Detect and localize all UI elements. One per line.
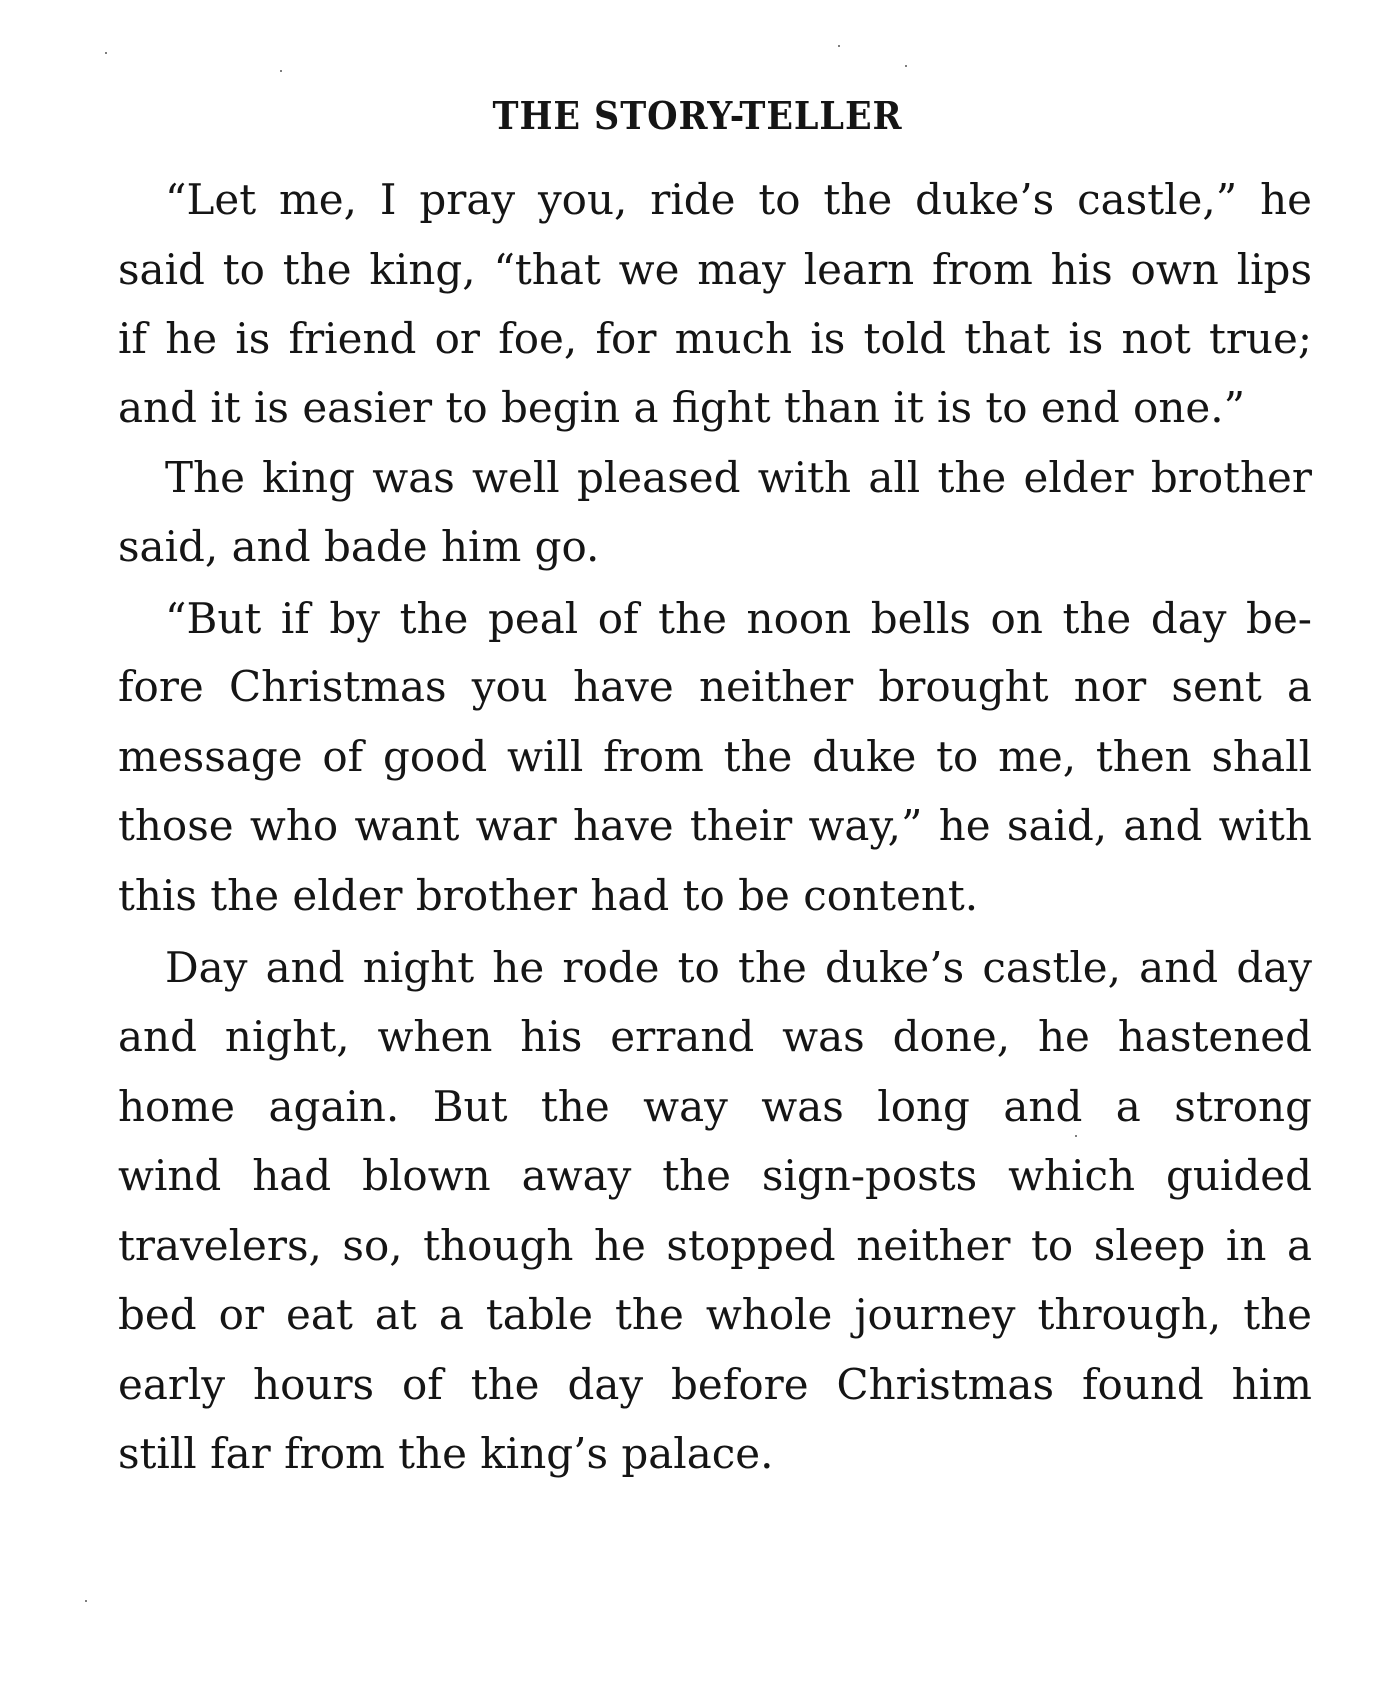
- text-line: if he is friend or foe, for much is told that is not true;: [118, 314, 1312, 363]
- text-line: bed or eat at a table the whole journey through, the: [118, 1290, 1312, 1339]
- text-line: “But if by the peal of the noon bells on the day be-: [165, 594, 1312, 643]
- text-line: The king was well pleased with all the elder brother: [165, 453, 1312, 502]
- text-line: this the elder brother had to be content.: [118, 871, 979, 920]
- text-line: and night, when his errand was done, he hastened: [118, 1012, 1312, 1061]
- text-line: still far from the king’s palace.: [118, 1429, 774, 1478]
- text-line: said, and bade him go.: [118, 522, 600, 571]
- text-line: early hours of the day before Christmas found him: [118, 1360, 1312, 1409]
- text-line: travelers, so, though he stopped neither to sleep in a: [118, 1221, 1312, 1270]
- print-speck: [905, 65, 907, 67]
- text-line: Day and night he rode to the duke’s castle, and day: [165, 943, 1312, 992]
- print-speck: [1075, 1135, 1077, 1137]
- text-line: wind had blown away the sign-posts which guided: [118, 1151, 1312, 1200]
- print-speck: [280, 70, 282, 72]
- running-head: THE STORY-TELLER: [492, 93, 903, 138]
- print-speck: [105, 52, 107, 54]
- print-speck: [838, 45, 840, 47]
- print-speck: [85, 1600, 87, 1602]
- text-line: message of good will from the duke to me, then shall: [118, 732, 1312, 781]
- text-line: fore Christmas you have neither brought nor sent a: [118, 662, 1312, 711]
- text-line: said to the king, “that we may learn from his own lips: [118, 245, 1312, 294]
- text-line: and it is easier to begin a fight than it is to end one.”: [118, 383, 1246, 432]
- text-line: home again. But the way was long and a strong: [118, 1082, 1312, 1131]
- text-line: “Let me, I pray you, ride to the duke’s castle,” he: [165, 175, 1312, 224]
- text-line: those who want war have their way,” he said, and with: [118, 801, 1312, 850]
